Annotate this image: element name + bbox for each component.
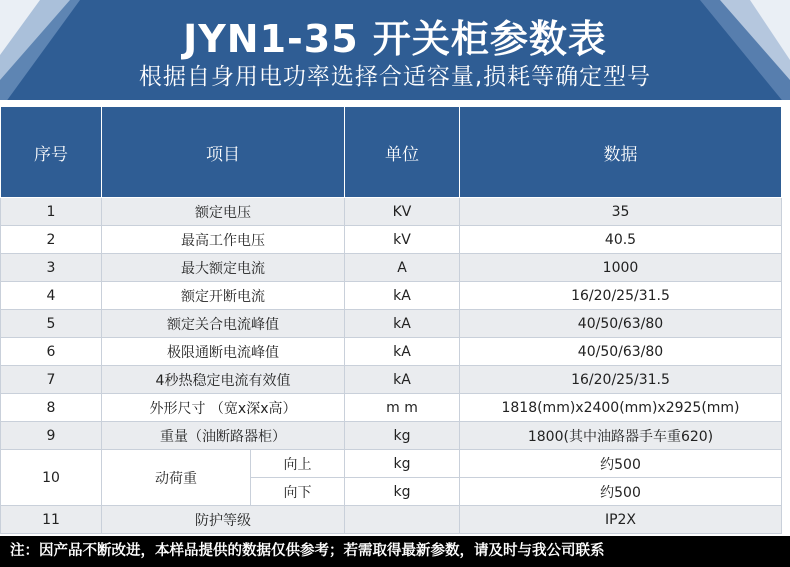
row-item: 重量（油断路器柜） bbox=[102, 422, 345, 450]
row-item: 防护等级 bbox=[102, 506, 345, 534]
table-row bbox=[1, 254, 782, 282]
row-item: 动荷重 bbox=[102, 450, 251, 506]
row-unit: kg bbox=[345, 450, 460, 478]
row-item: 最高工作电压 bbox=[102, 226, 345, 254]
table-row bbox=[1, 422, 782, 450]
page-subtitle: 根据自身用电功率选择合适容量,损耗等确定型号 bbox=[138, 64, 652, 90]
row-unit: A bbox=[345, 254, 460, 282]
row-no: 10 bbox=[1, 450, 102, 506]
page-title: JYN1-35 开关柜参数表 bbox=[183, 17, 607, 61]
row-value: 1818(mm)x2400(mm)x2925(mm) bbox=[460, 394, 782, 422]
params-table bbox=[0, 106, 782, 534]
table-row bbox=[1, 338, 782, 366]
row-unit: kg bbox=[345, 478, 460, 506]
table-row bbox=[1, 366, 782, 394]
row-unit: KV bbox=[345, 198, 460, 226]
row-value: 40/50/63/80 bbox=[460, 338, 782, 366]
header-unit: 单位 bbox=[345, 107, 460, 198]
row-item: 极限通断电流峰值 bbox=[102, 338, 345, 366]
table-header-row bbox=[1, 107, 782, 198]
header-value: 数据 bbox=[460, 107, 782, 198]
footer-note: 注：因产品不断改进，本样品提供的数据仅供参考；若需取得最新参数，请及时与我公司联系 bbox=[0, 536, 790, 567]
row-unit: kA bbox=[345, 338, 460, 366]
row-item: 额定关合电流峰值 bbox=[102, 310, 345, 338]
row-unit: kA bbox=[345, 310, 460, 338]
table-row bbox=[1, 394, 782, 422]
row-no: 8 bbox=[1, 394, 102, 422]
row-no: 6 bbox=[1, 338, 102, 366]
row-no: 11 bbox=[1, 506, 102, 534]
row-value: 40/50/63/80 bbox=[460, 310, 782, 338]
row-no: 4 bbox=[1, 282, 102, 310]
params-table-container bbox=[0, 106, 781, 534]
row-unit: kA bbox=[345, 282, 460, 310]
table-row bbox=[1, 282, 782, 310]
row-unit: kA bbox=[345, 366, 460, 394]
row-unit: kg bbox=[345, 422, 460, 450]
row-item: 额定开断电流 bbox=[102, 282, 345, 310]
table-row bbox=[1, 198, 782, 226]
row-no: 1 bbox=[1, 198, 102, 226]
row-no: 9 bbox=[1, 422, 102, 450]
row-no: 5 bbox=[1, 310, 102, 338]
row-value: 约500 bbox=[460, 450, 782, 478]
row-value: 1000 bbox=[460, 254, 782, 282]
header-no: 序号 bbox=[1, 107, 102, 198]
row-item: 额定电压 bbox=[102, 198, 345, 226]
row-unit: kV bbox=[345, 226, 460, 254]
row-item: 最大额定电流 bbox=[102, 254, 345, 282]
row-subitem: 向上 bbox=[251, 450, 345, 478]
row-value: 约500 bbox=[460, 478, 782, 506]
row-value: 16/20/25/31.5 bbox=[460, 366, 782, 394]
header-item: 项目 bbox=[102, 107, 345, 198]
table-row bbox=[1, 506, 782, 534]
title-banner bbox=[0, 0, 790, 106]
row-no: 2 bbox=[1, 226, 102, 254]
row-item: 4秒热稳定电流有效值 bbox=[102, 366, 345, 394]
table-row bbox=[1, 450, 782, 478]
row-value: 1800(其中油路器手车重620) bbox=[460, 422, 782, 450]
row-unit bbox=[345, 506, 460, 534]
table-row bbox=[1, 226, 782, 254]
row-value: 16/20/25/31.5 bbox=[460, 282, 782, 310]
row-value: 40.5 bbox=[460, 226, 782, 254]
row-unit: m m bbox=[345, 394, 460, 422]
row-subitem: 向下 bbox=[251, 478, 345, 506]
row-no: 3 bbox=[1, 254, 102, 282]
row-value: IP2X bbox=[460, 506, 782, 534]
row-no: 7 bbox=[1, 366, 102, 394]
row-value: 35 bbox=[460, 198, 782, 226]
table-row bbox=[1, 310, 782, 338]
row-item: 外形尺寸 （宽x深x高） bbox=[102, 394, 345, 422]
